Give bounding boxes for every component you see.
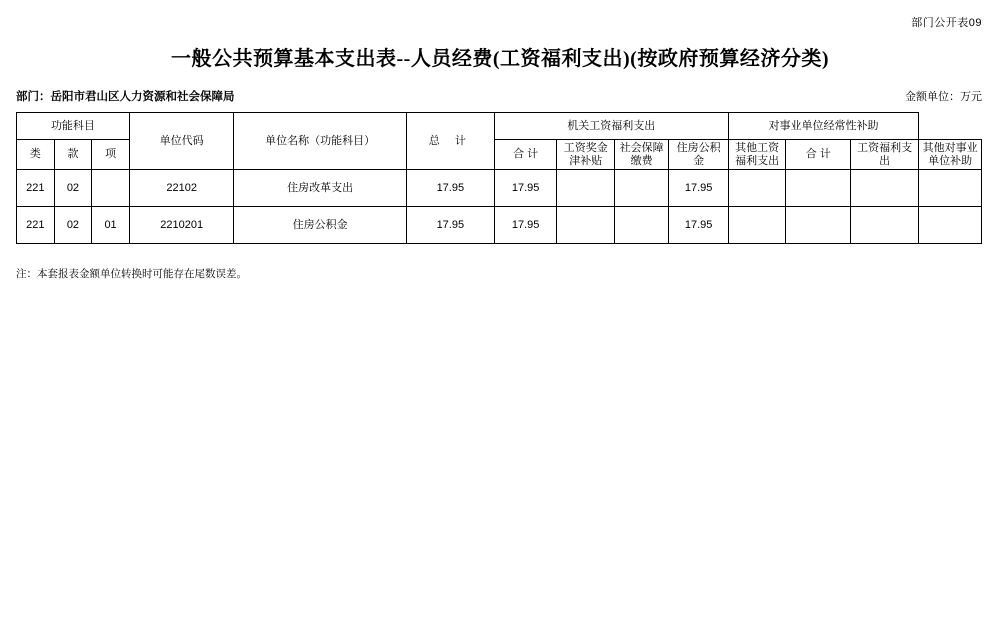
table-row [17, 170, 982, 207]
cell-inst-salary-welfare [851, 170, 919, 207]
form-code-label: 部门公开表09 [911, 17, 982, 29]
header-item: 项 [92, 140, 130, 170]
cell-inst-other-subsidy [919, 170, 982, 207]
header-function-subject: 功能科目 [17, 113, 130, 140]
cell-inst-total [786, 170, 851, 207]
header-inst-total: 合 计 [786, 140, 851, 170]
cell-section: 02 [54, 170, 92, 207]
budget-table [16, 112, 982, 244]
cell-other-salary-welfare [728, 207, 786, 244]
header-agency-salary-welfare: 机关工资福利支出 [494, 113, 728, 140]
cell-total: 17.95 [406, 207, 494, 244]
cell-section: 02 [54, 207, 92, 244]
cell-inst-salary-welfare [851, 207, 919, 244]
cell-housing-fund: 17.95 [669, 207, 729, 244]
cell-category: 221 [17, 170, 55, 207]
header-total: 总 计 [406, 113, 494, 170]
cell-housing-fund: 17.95 [669, 170, 729, 207]
cell-inst-total [786, 207, 851, 244]
cell-social-insurance [614, 170, 668, 207]
header-institution-subsidy: 对事业单位经常性补助 [728, 113, 918, 140]
cell-unit-code: 2210201 [129, 207, 234, 244]
header-agency-total: 合 计 [494, 140, 557, 170]
footnote: 注：本套报表金额单位转换时可能存在尾数误差。 [16, 268, 247, 280]
header-unit-code: 单位代码 [129, 113, 234, 170]
header-housing-fund: 住房公积金 [669, 140, 729, 170]
header-inst-other-subsidy: 其他对事业单位补助 [919, 140, 982, 170]
header-category: 类 [17, 140, 55, 170]
cell-item: 01 [92, 207, 130, 244]
header-other-salary-welfare: 其他工资福利支出 [728, 140, 786, 170]
header-section: 款 [54, 140, 92, 170]
cell-other-salary-welfare [728, 170, 786, 207]
amount-unit-label: 金额单位：万元 [905, 91, 982, 103]
cell-salary-bonus-allowance [557, 170, 615, 207]
cell-salary-bonus-allowance [557, 207, 615, 244]
cell-agency-total: 17.95 [494, 170, 557, 207]
cell-item [92, 170, 130, 207]
page-title: 一般公共预算基本支出表--人员经费(工资福利支出)(按政府预算经济分类) [171, 48, 829, 70]
table-header-row-1 [17, 113, 982, 140]
cell-inst-other-subsidy [919, 207, 982, 244]
cell-total: 17.95 [406, 170, 494, 207]
department-label: 部门：岳阳市君山区人力资源和社会保障局 [16, 91, 235, 103]
cell-unit-name: 住房改革支出 [234, 170, 407, 207]
cell-social-insurance [614, 207, 668, 244]
header-salary-bonus-allowance: 工资奖金津补贴 [557, 140, 615, 170]
cell-agency-total: 17.95 [494, 207, 557, 244]
meta-row [16, 88, 982, 104]
table-row [17, 207, 982, 244]
header-social-insurance: 社会保障缴费 [614, 140, 668, 170]
cell-unit-name: 住房公积金 [234, 207, 407, 244]
header-inst-salary-welfare: 工资福利支出 [851, 140, 919, 170]
cell-unit-code: 22102 [129, 170, 234, 207]
header-unit-name: 单位名称（功能科目） [234, 113, 407, 170]
cell-category: 221 [17, 207, 55, 244]
